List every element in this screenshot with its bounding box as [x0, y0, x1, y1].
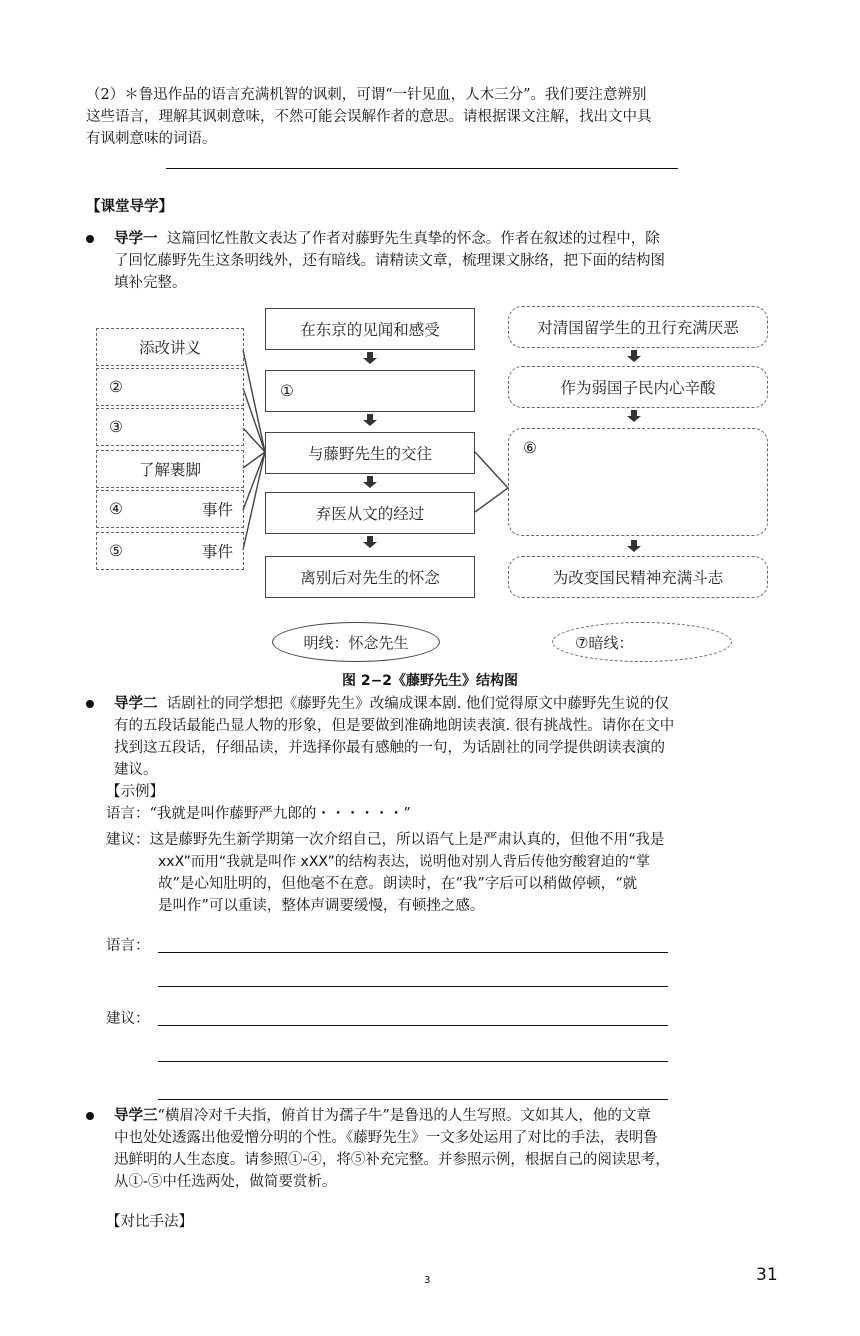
bullet-icon: [86, 1112, 94, 1120]
right-box-3[interactable]: [508, 428, 768, 536]
arrow-down-icon: [627, 410, 641, 422]
structure-diagram: [90, 300, 780, 670]
left-box-5[interactable]: [96, 490, 244, 528]
guide3-label: 导学三: [114, 1107, 158, 1124]
guide2-line-1: [114, 693, 669, 715]
left-box-1: [96, 328, 244, 366]
left-box-3-text: ③: [109, 418, 123, 436]
language-answer-line-1[interactable]: [158, 952, 668, 953]
arrow-down-icon: [363, 536, 377, 548]
guide1-label: 导学一: [114, 230, 158, 247]
q2-line-3: 有讽刺意味的词语。: [86, 131, 217, 147]
guide3-line-4: 从①-⑤中任选两处，做简要赏析。: [114, 1174, 337, 1190]
arrow-down-icon: [363, 476, 377, 488]
center-box-2[interactable]: [265, 370, 475, 412]
center-box-5-text: 离别后对先生的怀念: [300, 569, 440, 587]
guide3-line-3: 迅鲜明的人生态度。请参照①-④，将⑤补充完整。并参照示例，根据自己的阅读思考，: [114, 1152, 670, 1168]
suggestion-answer-line-1[interactable]: [158, 1025, 668, 1026]
left-box-5-num: ④: [109, 500, 123, 518]
right-box-4-text: 为改变国民精神充满斗志: [552, 569, 724, 587]
left-box-2-text: ②: [109, 378, 123, 396]
guide1-line-1: [114, 228, 660, 250]
guide2-line-4: 建议。: [114, 762, 158, 778]
suggestion-answer-line-2[interactable]: [158, 1061, 668, 1062]
guide3-text-1: “横眉冷对千夫指，俯首甘为孺子牛”是鲁迅的人生写照。文如其人，他的文章: [157, 1108, 651, 1124]
center-box-1-text: 在东京的见闻和感受: [300, 321, 440, 339]
center-box-3-text: 与藤野先生的交往: [307, 445, 432, 463]
left-box-2[interactable]: [96, 368, 244, 406]
guide2-line-3: 找到这五段话，仔细品读，并选择你最有感触的一句，为话剧社的同学提供朗读表演的: [114, 740, 665, 756]
bullet-icon: [86, 700, 94, 708]
suggestion-label: 建议：: [106, 1011, 150, 1027]
arrow-down-icon: [627, 350, 641, 362]
right-box-1: [508, 306, 768, 348]
guide3-line-2: 中也处处透露出他爱憎分明的个性。《藤野先生》一文多处运用了对比的手法，表明鲁: [114, 1130, 658, 1146]
diagram-caption: 图 2−2《藤野先生》结构图: [341, 673, 519, 689]
language-label: 语言：: [106, 938, 150, 954]
left-box-6-num: ⑤: [109, 542, 123, 560]
example-title: 【示例】: [106, 784, 164, 800]
guide2-line-2: 有的五段话最能凸显人物的形象，但是要做到准确地朗读表演. 很有挑战性。请你在文中: [114, 718, 675, 734]
center-box-1: [265, 308, 475, 350]
bullet-icon: [86, 235, 94, 243]
left-box-5-event: 事件: [201, 501, 233, 519]
left-box-4: [96, 450, 244, 488]
q2-line-2: 这些语言，理解其讽刺意味，不然可能会误解作者的意思。请根据课文注解，找出文中具: [86, 109, 652, 125]
bright-line-oval: [272, 622, 440, 662]
dark-line-oval[interactable]: [552, 622, 732, 662]
guide2-label: 导学二: [114, 695, 158, 712]
left-box-3[interactable]: [96, 408, 244, 446]
guide1-text-1: 这篇回忆性散文表达了作者对藤野先生真挚的怀念。作者在叙述的过程中，除: [166, 231, 660, 247]
guide1-line-3: 填补完整。: [114, 275, 187, 291]
left-box-6[interactable]: [96, 532, 244, 570]
example-suggestion-2: xxX”而用“我就是叫作 xXX”的结构表达，说明他对别人背后传他穷酸窘迫的“掌: [158, 854, 650, 870]
center-box-5: [265, 556, 475, 598]
guide1-line-2: 了回忆藤野先生这条明线外，还有暗线。请精读文章，梳理课文脉络，把下面的结构图: [114, 253, 665, 269]
dark-line-text: ⑦暗线：: [575, 633, 634, 652]
example-suggestion-1: 建议：这是藤野先生新学期第一次介绍自己，所以语气上是严肃认真的，但他不用“我是: [106, 832, 665, 848]
footer-center-number: 3: [424, 1275, 431, 1286]
left-box-6-event: 事件: [201, 543, 233, 561]
right-box-1-text: 对清国留学生的丑行充满厌恶: [537, 319, 739, 337]
center-box-3: [265, 432, 475, 474]
language-answer-line-2[interactable]: [158, 986, 668, 987]
arrow-down-icon: [627, 540, 641, 552]
contrast-title: 【对比手法】: [106, 1214, 193, 1230]
center-box-4-text: 弃医从文的经过: [315, 505, 425, 523]
section-title: 【课堂导学】: [86, 198, 173, 215]
arrow-down-icon: [363, 352, 377, 364]
center-box-4: [265, 492, 475, 534]
bright-line-text: 明线：怀念先生: [303, 633, 409, 652]
guide2-text-1: 话剧社的同学想把《藤野先生》改编成课本剧. 他们觉得原文中藤野先生说的仅: [166, 696, 669, 712]
example-suggestion-4: 是叫作”可以重读，整体声调要缓慢，有顿挫之感。: [158, 898, 485, 914]
right-box-2-text: 作为弱国子民内心辛酸: [560, 379, 716, 397]
q2-line-1: （2）＊鲁迅作品的语言充满机智的讽刺，可谓“一针见血，人木三分”。我们要注意辨别: [86, 87, 647, 103]
suggestion-answer-line-3[interactable]: [158, 1099, 668, 1100]
right-box-3-text: ⑥: [523, 439, 537, 457]
right-box-4: [508, 556, 768, 598]
right-box-2: [508, 366, 768, 408]
arrow-down-icon: [363, 414, 377, 426]
center-box-2-text: ①: [280, 382, 294, 400]
q2-answer-line[interactable]: [166, 168, 678, 169]
left-box-4-text: 了解裹脚: [138, 461, 201, 479]
example-suggestion-3: 故”是心知肚明的，但他毫不在意。朗读时，在“我”字后可以稍做停顿，“就: [158, 876, 638, 892]
guide3-line-1: [114, 1105, 651, 1127]
page-number: 31: [756, 1265, 778, 1285]
left-box-1-text: 添改讲义: [138, 339, 201, 357]
example-language: 语言：“我就是叫作藤野严九郎的・・・・・・”: [106, 806, 411, 822]
